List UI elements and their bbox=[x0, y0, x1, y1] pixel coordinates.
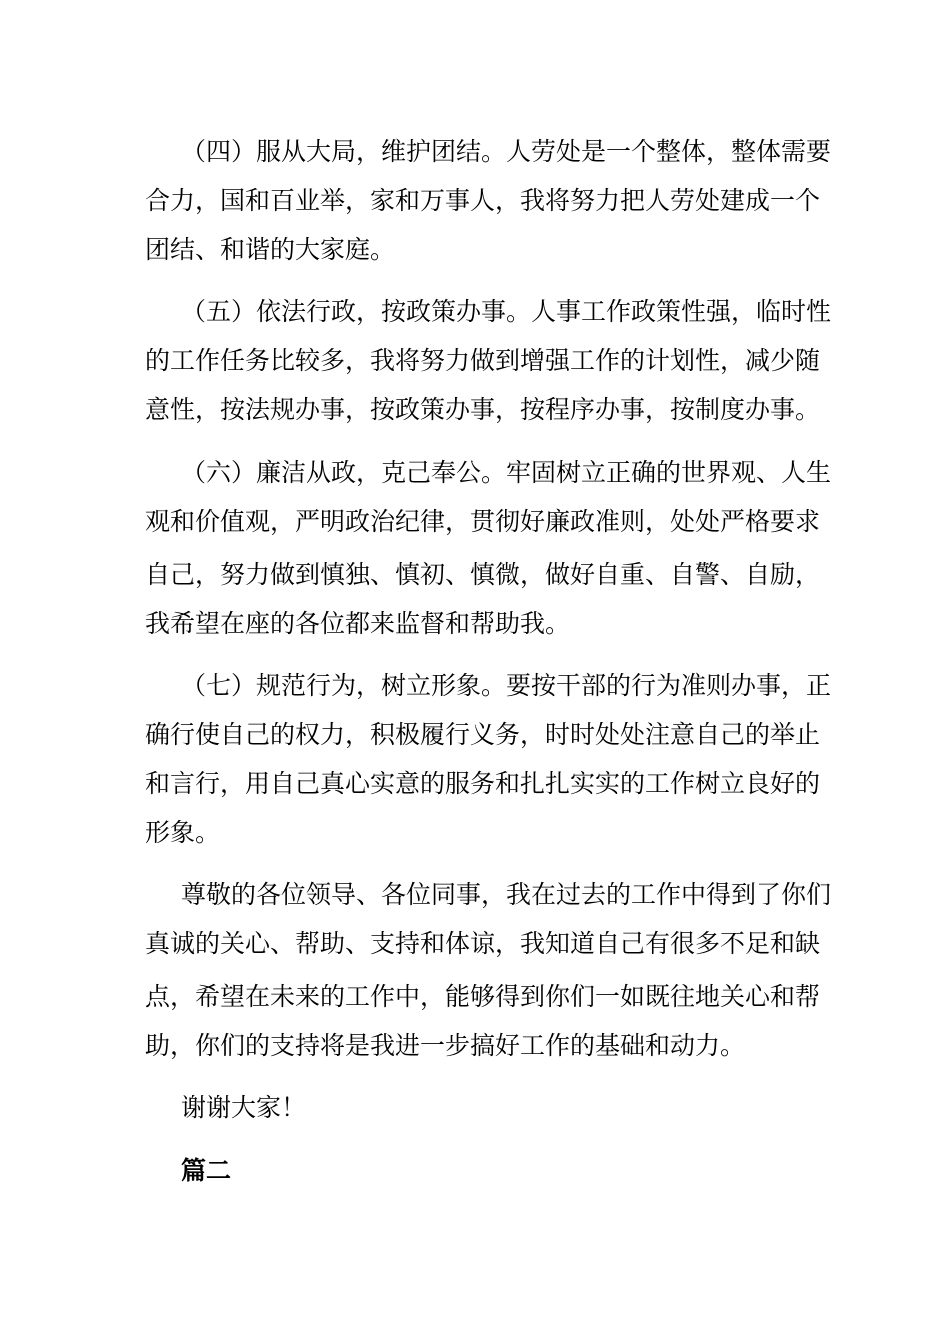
paragraph-line: （四）服从大局，维护团结。人劳处是一个整体，整体需要 bbox=[181, 137, 832, 166]
section-heading: 篇二 bbox=[181, 1156, 232, 1185]
paragraph-line: 和言行，用自己真心实意的服务和扎扎实实的工作树立良好的 bbox=[145, 769, 821, 798]
paragraph-line: 合力，国和百业举，家和万事人，我将努力把人劳处建成一个 bbox=[145, 186, 821, 215]
paragraph-line: （五）依法行政，按政策办事。人事工作政策性强，临时性 bbox=[181, 297, 832, 326]
paragraph-line: 团结、和谐的大家庭。 bbox=[145, 235, 396, 264]
paragraph-line: 观和价值观，严明政治纪律，贯彻好廉政准则，处处严格要求 bbox=[145, 507, 821, 536]
paragraph-line: 确行使自己的权力，积极履行义务，时时处处注意自己的举止 bbox=[145, 720, 821, 749]
paragraph-line: 形象。 bbox=[145, 818, 221, 847]
paragraph-line: （七）规范行为，树立形象。要按干部的行为准则办事，正 bbox=[181, 671, 832, 700]
paragraph-line: 助，你们的支持将是我进一步搞好工作的基础和动力。 bbox=[145, 1031, 746, 1060]
paragraph-line: 我希望在座的各位都来监督和帮助我。 bbox=[145, 609, 571, 638]
paragraph-line: 意性，按法规办事，按政策办事，按程序办事，按制度办事。 bbox=[145, 395, 821, 424]
paragraph-line: 自己，努力做到慎独、慎初、慎微，做好自重、自警、自励， bbox=[145, 560, 821, 589]
paragraph-line: 尊敬的各位领导、各位同事，我在过去的工作中得到了你们 bbox=[181, 880, 832, 909]
paragraph-line: （六）廉洁从政，克己奉公。牢固树立正确的世界观、人生 bbox=[181, 458, 832, 487]
paragraph-line: 真诚的关心、帮助、支持和体谅，我知道自己有很多不足和缺 bbox=[145, 929, 821, 958]
paragraph-line: 点，希望在未来的工作中，能够得到你们一如既往地关心和帮 bbox=[145, 982, 821, 1011]
thanks-line: 谢谢大家！ bbox=[181, 1093, 307, 1122]
paragraph-line: 的工作任务比较多，我将努力做到增强工作的计划性，减少随 bbox=[145, 346, 821, 375]
